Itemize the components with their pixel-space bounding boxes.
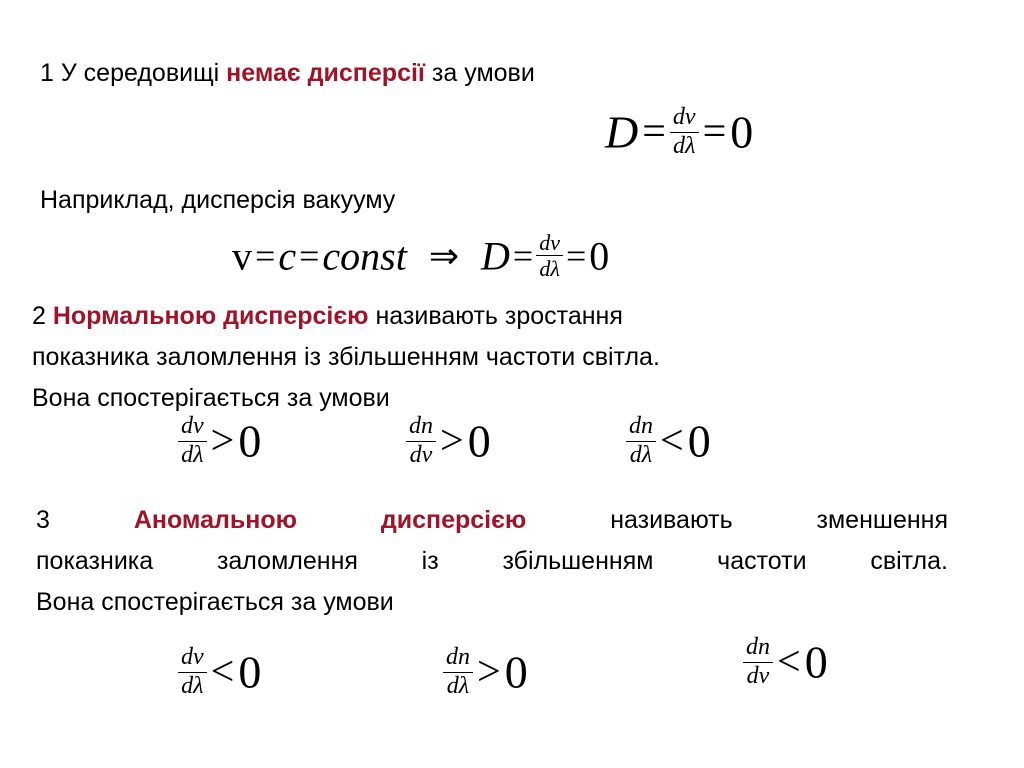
formula-no-dispersion [605, 104, 753, 160]
comparison-operator: > [210, 418, 235, 465]
fraction-numerator: dv [178, 413, 207, 442]
condition-zero: 0 [467, 415, 491, 467]
section3-line3: Вона спостерігається за умови [36, 588, 394, 616]
section3-number: 3 [36, 506, 50, 534]
formula-equals: = [642, 109, 666, 156]
formula-vacuum [232, 230, 609, 282]
fraction-dv-dlambda [178, 644, 207, 700]
section2-number: 2 [32, 302, 46, 330]
fraction-numerator: dv [670, 104, 699, 133]
fraction-denominator: dλ [446, 672, 470, 699]
section1-line [40, 55, 535, 91]
fraction-numerator: dn [406, 413, 436, 442]
section1-post: за умови [431, 59, 535, 87]
section3-condition-1 [178, 644, 261, 700]
section3-condition-2 [443, 644, 528, 700]
section1-number: 1 [40, 59, 54, 87]
comparison-operator: < [777, 639, 801, 686]
fraction-denominator: dλ [673, 132, 696, 159]
section3-paragraph [36, 500, 948, 623]
formula-equals: = [512, 235, 534, 276]
section3-condition-3 [743, 634, 828, 690]
fraction-denominator: dλ [181, 441, 204, 468]
section2-condition-1 [178, 413, 261, 469]
implies-symbol: ⇒ [428, 235, 459, 276]
section2-condition-3 [626, 413, 711, 469]
condition-zero: 0 [687, 415, 711, 467]
section3-post: називають зменшення [610, 506, 948, 534]
section2-line2: показника заломлення із збільшенням частоти світла. [32, 343, 660, 371]
section2-line3: Вона спостерігається за умови [32, 384, 390, 412]
section2-post: називають зростання [375, 302, 623, 330]
section1-pre: У середовищі [60, 59, 220, 87]
fraction-dn-dlambda [443, 644, 473, 700]
condition-zero: 0 [238, 646, 262, 698]
formula-const: const [322, 233, 407, 279]
fraction-numerator: dn [626, 413, 656, 442]
section3-line2: показника заломлення із збільшенням частоти світла. [36, 547, 948, 575]
section3-highlight: Аномальною дисперсією [133, 506, 527, 534]
formula-zero: 0 [730, 106, 754, 158]
formula-equals: = [255, 235, 276, 276]
fraction-numerator: dv [536, 230, 563, 256]
fraction-dn-dv [406, 413, 436, 469]
fraction-denominator: dv [409, 441, 433, 468]
fraction-denominator: dλ [629, 441, 653, 468]
fraction-dn-dv [743, 634, 773, 690]
section2-condition-2 [406, 413, 491, 469]
formula-D: D [605, 106, 639, 158]
fraction-dv-dlambda [178, 413, 207, 469]
comparison-operator: < [660, 418, 684, 465]
fraction-dv-dlambda [670, 104, 699, 160]
fraction-dn-dlambda [626, 413, 656, 469]
condition-zero: 0 [504, 646, 528, 698]
comparison-operator: < [210, 649, 235, 696]
formula-D: D [481, 233, 510, 279]
comparison-operator: > [440, 418, 464, 465]
comparison-operator: > [477, 649, 501, 696]
fraction-numerator: dn [443, 644, 473, 673]
formula-equals: = [702, 109, 727, 156]
fraction-numerator: dv [178, 644, 207, 673]
section2-paragraph [32, 296, 912, 419]
formula-equals: = [299, 235, 320, 276]
condition-zero: 0 [804, 636, 828, 688]
fraction-numerator: dn [743, 634, 773, 663]
formula-equals: = [565, 235, 587, 276]
formula-c: c [278, 233, 297, 279]
formula-zero: 0 [589, 233, 610, 279]
section2-highlight: Нормальною дисперсією [52, 302, 369, 330]
formula-v: v [232, 233, 252, 279]
section2-line1 [32, 296, 912, 337]
example-text: Наприклад, дисперсія вакууму [40, 186, 396, 214]
fraction-denominator: dλ [181, 672, 204, 699]
section3-line1 [36, 500, 948, 541]
fraction-denominator: dλ [539, 256, 560, 282]
fraction-denominator: dv [746, 662, 770, 689]
section1-highlight: немає дисперсії [226, 59, 425, 87]
condition-zero: 0 [238, 415, 262, 467]
fraction-dv-dlambda [536, 230, 563, 282]
